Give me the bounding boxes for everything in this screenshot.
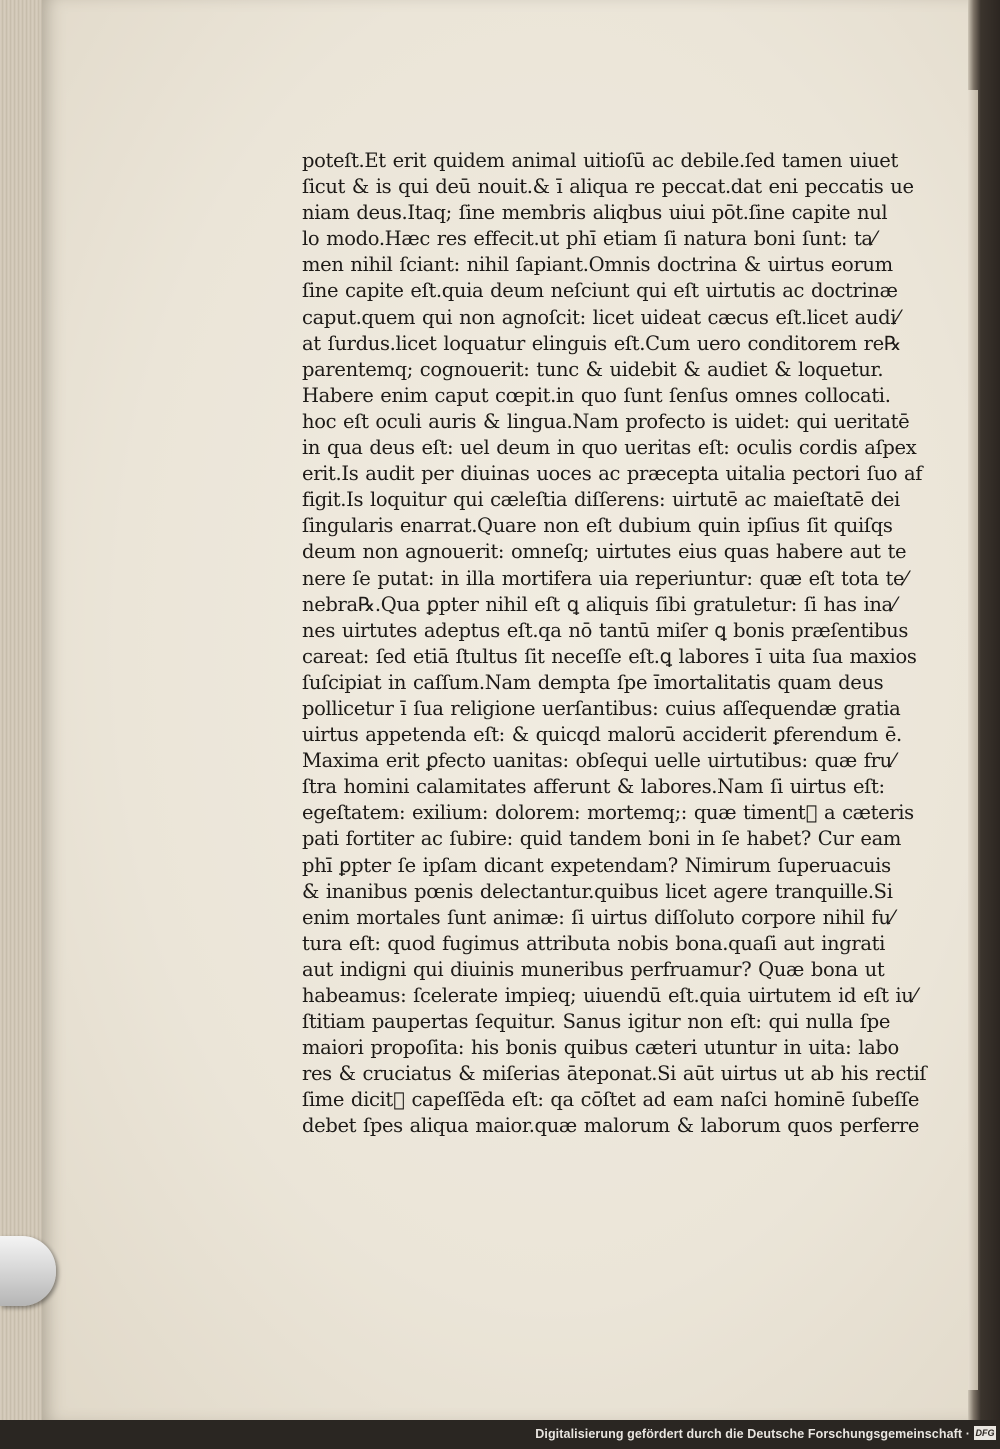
text-line: ſime dicit᷑ capeſſēda eſt: qa cōſtet ad eam naſci hominē ſubeſſe — [302, 1088, 920, 1112]
text-line: nere ſe putat: in illa mortifera uia reperiuntur: quæ eſt tota te⁄ — [302, 566, 908, 590]
text-line: maiori propoſita: his bonis quibus cæteri utuntur in uita: labo — [302, 1036, 899, 1060]
text-line: habeamus: ſcelerate impieq; uiuendū eſt.quia uirtutem id eſt iu⁄ — [302, 984, 917, 1007]
page-edge-stack — [0, 0, 48, 1449]
text-line: caput.quem qui non agnoſcit: licet uideat cæcus eſt.licet audi⁄ — [302, 305, 900, 329]
text-line: niam deus.Itaq; ſine membris aliqbus uiui pōt.ſine capite nul — [302, 201, 888, 225]
text-line: deum non agnouerit: omneſq; uirtutes eius quas habere aut te — [302, 540, 907, 564]
text-line: res & cruciatus & miſerias āteponat.Si aūt uirtus ut ab his rectiſ — [302, 1062, 927, 1086]
text-line: Maxima erit ꝑfecto uanitas: obſequi uelle uirtutibus: quæ fru⁄ — [302, 749, 895, 773]
text-line: poteſt.Et erit quidem animal uitioſū ac debile.ſed tamen uiuet — [302, 149, 898, 172]
text-line: pollicetur ī ſua religione uerſantibus: cuius aſſequendæ gratia — [302, 696, 901, 720]
text-line: ſine capite eſt.quia deum neſciunt qui eſt uirtutis ac doctrinæ — [302, 279, 898, 303]
text-line: ſicut & is qui deū nouit.& ī aliqua re peccat.dat eni peccatis ue — [302, 175, 914, 199]
text-line: ſuſcipiat in caſſum.Nam dempta ſpe īmortalitatis quam deus — [302, 670, 884, 694]
text-line: men nihil ſciant: nihil ſapiant.Omnis doctrina & uirtus eorum — [302, 253, 893, 277]
text-line: figit.Is loquitur qui cæleſtia diſſerens: uirtutē ac maieſtatē dei — [302, 488, 900, 512]
footer-bar — [0, 1420, 1000, 1449]
text-line: ſtitiam paupertas ſequitur. Sanus igitur non eſt: qui nulla ſpe — [302, 1010, 891, 1034]
text-line: debet ſpes aliqua maior.quæ malorum & laborum quos perferre — [302, 1114, 920, 1138]
text-line: parentemq; cognouerit: tunc & uidebit & audiet & loquetur. — [302, 357, 884, 381]
funding-credit: Digitalisierung gefördert durch die Deutsche Forschungsgemeinschaft · — [535, 1427, 970, 1441]
text-block — [302, 148, 927, 1140]
text-line: lo modo.Hæc res effecit.ut phī etiam ſi natura boni ſunt: ta⁄ — [302, 227, 876, 251]
text-line: nebra℞.Qua ꝑpter nihil eſt ꝗ aliquis ſibi gratuletur: ſi has ina⁄ — [302, 592, 896, 616]
text-line: aut indigni qui diuinis muneribus perfruamur? Quæ bona ut — [302, 957, 885, 981]
text-line: careat: ſed etiā ſtultus ſit neceſſe eſt.ꝗ labores ī uita ſua maxios — [302, 644, 917, 668]
text-line: nes uirtutes adeptus eſt.qa nō tantū miſer ꝗ bonis præſentibus — [302, 618, 909, 642]
text-line: hoc eſt oculi auris & lingua.Nam profecto is uidet: qui ueritatē — [302, 409, 910, 433]
text-line: & inanibus pœnis delectantur.quibus licet agere tranquille.Si — [302, 879, 893, 903]
text-line: enim mortales ſunt animæ: ſi uirtus diſſoluto corpore nihil fu⁄ — [302, 905, 894, 929]
text-line: ſtra homini calamitates afferunt & labores.Nam ſi uirtus eſt: — [302, 775, 885, 799]
text-line: pati fortiter ac ſubire: quid tandem boni in ſe habet? Cur eam — [302, 827, 902, 851]
text-line: phī ꝑpter ſe ipſam dicant expetendam? Nimirum ſuperuacuis — [302, 853, 891, 877]
text-line: in qua deus eſt: uel deum in quo ueritas eſt: oculis cordis aſpex — [302, 436, 917, 460]
text-line: egeſtatem: exilium: dolorem: mortemq;: quæ timent᷑ a cæteris — [302, 801, 914, 825]
text-line: erit.Is audit per diuinas uoces ac præcepta uitalia pectori ſuo af — [302, 462, 923, 486]
dfg-logo-icon: DFG — [975, 1428, 995, 1438]
text-line: ſingularis enarrat.Quare non eſt dubium quin ipſius ſit quiſqs — [302, 514, 893, 538]
text-line: at ſurdus.licet loquatur elinguis eſt.Cum uero conditorem re℞ — [302, 331, 901, 355]
text-line: Habere enim caput cœpit.in quo ſunt ſenſus omnes collocati. — [302, 383, 891, 407]
binding-edge — [968, 0, 1000, 1449]
text-line: uirtus appetenda eſt: & quicqd malorū acciderit ꝑferendum ē. — [302, 723, 902, 747]
text-line: tura eſt: quod fugimus attributa nobis bona.quaſi aut ingrati — [302, 931, 885, 955]
